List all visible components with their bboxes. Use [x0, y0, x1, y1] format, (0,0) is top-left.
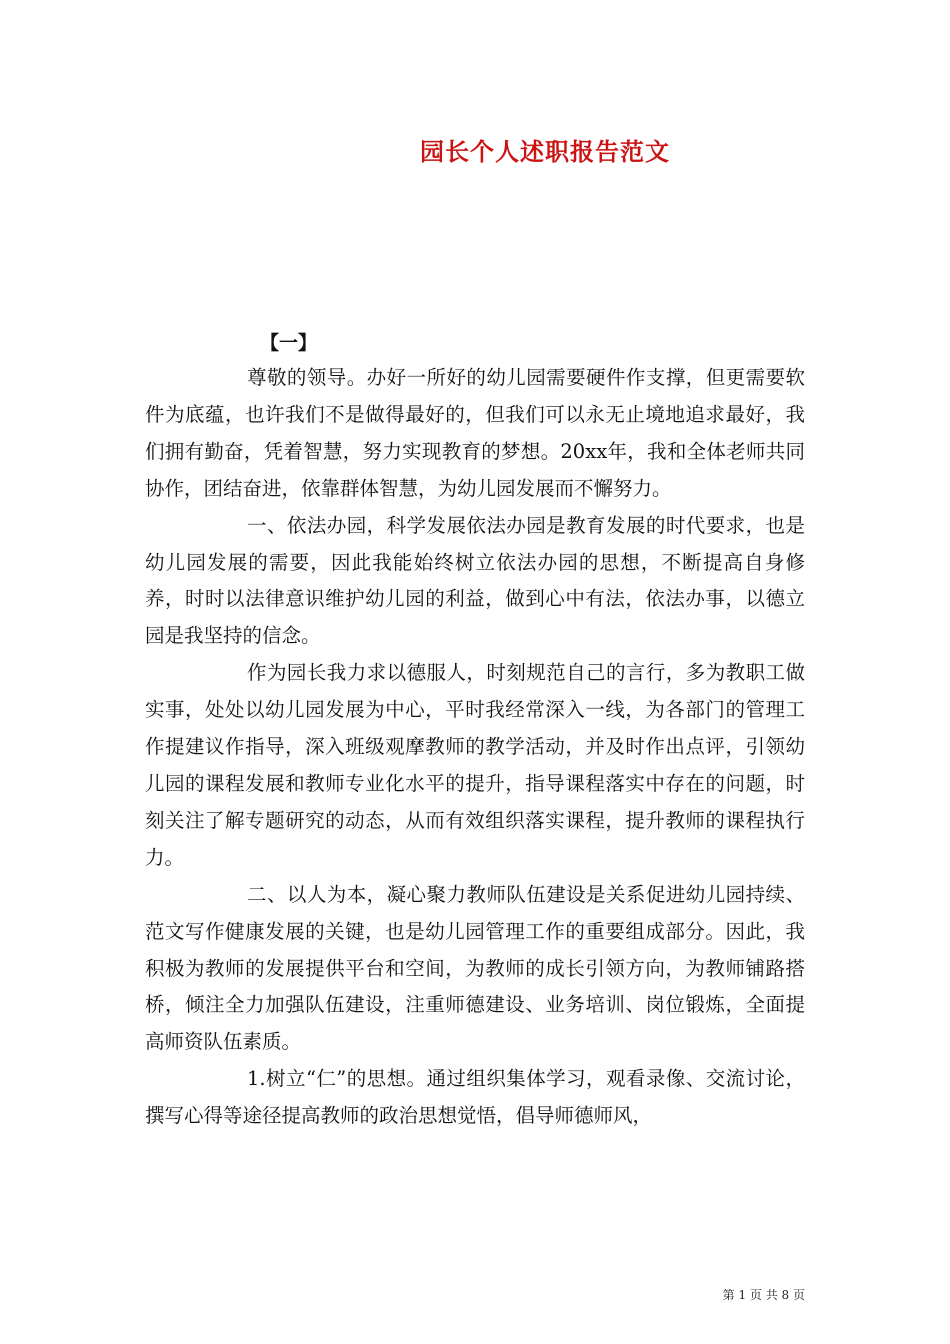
document-body: [145, 360, 805, 1135]
document-title: 园长个人述职报告范文: [420, 137, 670, 166]
page-number-footer: 第 1 页 共 8 页: [722, 1288, 805, 1302]
paragraph: 1.树立“仁”的思想。通过组织集体学习，观看录像、交流讨论，撰写心得等途径提高教师的政治思想觉悟，倡导师德师风，: [145, 1067, 805, 1128]
section-marker: 【一】: [260, 332, 318, 354]
paragraph: 作为园长我力求以德服人，时刻规范自己的言行，多为教职工做实事，处处以幼儿园发展为中心，平时我经常深入一线，为各部门的管理工作提建议作指导，深入班级观摩教师的教学活动，并及时作出点评，引领幼儿园的课程发展和教师专业化水平的提升，指导课程落实中存在的问题，时刻关注了解专题研究的动态，从而有效组织落实课程，提升教师的课程执行力。: [145, 661, 805, 869]
paragraph: 尊敬的领导。办好一所好的幼儿园需要硬件作支撑，但更需要软件为底蕴，也许我们不是做得最好的，但我们可以永无止境地追求最好，我们拥有勤奋，凭着智慧，努力实现教育的梦想。20xx年，我和全体老师共同协作，团结奋进，依靠群体智慧，为幼儿园发展而不懈努力。: [145, 366, 805, 500]
paragraph: 一、依法办园，科学发展依法办园是教育发展的时代要求，也是幼儿园发展的需要，因此我能始终树立依法办园的思想，不断提高自身修养，时时以法律意识维护幼儿园的利益，做到心中有法，依法办事，以德立园是我坚持的信念。: [145, 513, 805, 648]
paragraph: 二、以人为本，凝心聚力教师队伍建设是关系促进幼儿园持续、范文写作健康发展的关键，也是幼儿园管理工作的重要组成部分。因此，我积极为教师的发展提供平台和空间，为教师的成长引领方向，为教师铺路搭桥，倾注全力加强队伍建设，注重师德建设、业务培训、岗位锻炼，全面提高师资队伍素质。: [145, 882, 805, 1054]
